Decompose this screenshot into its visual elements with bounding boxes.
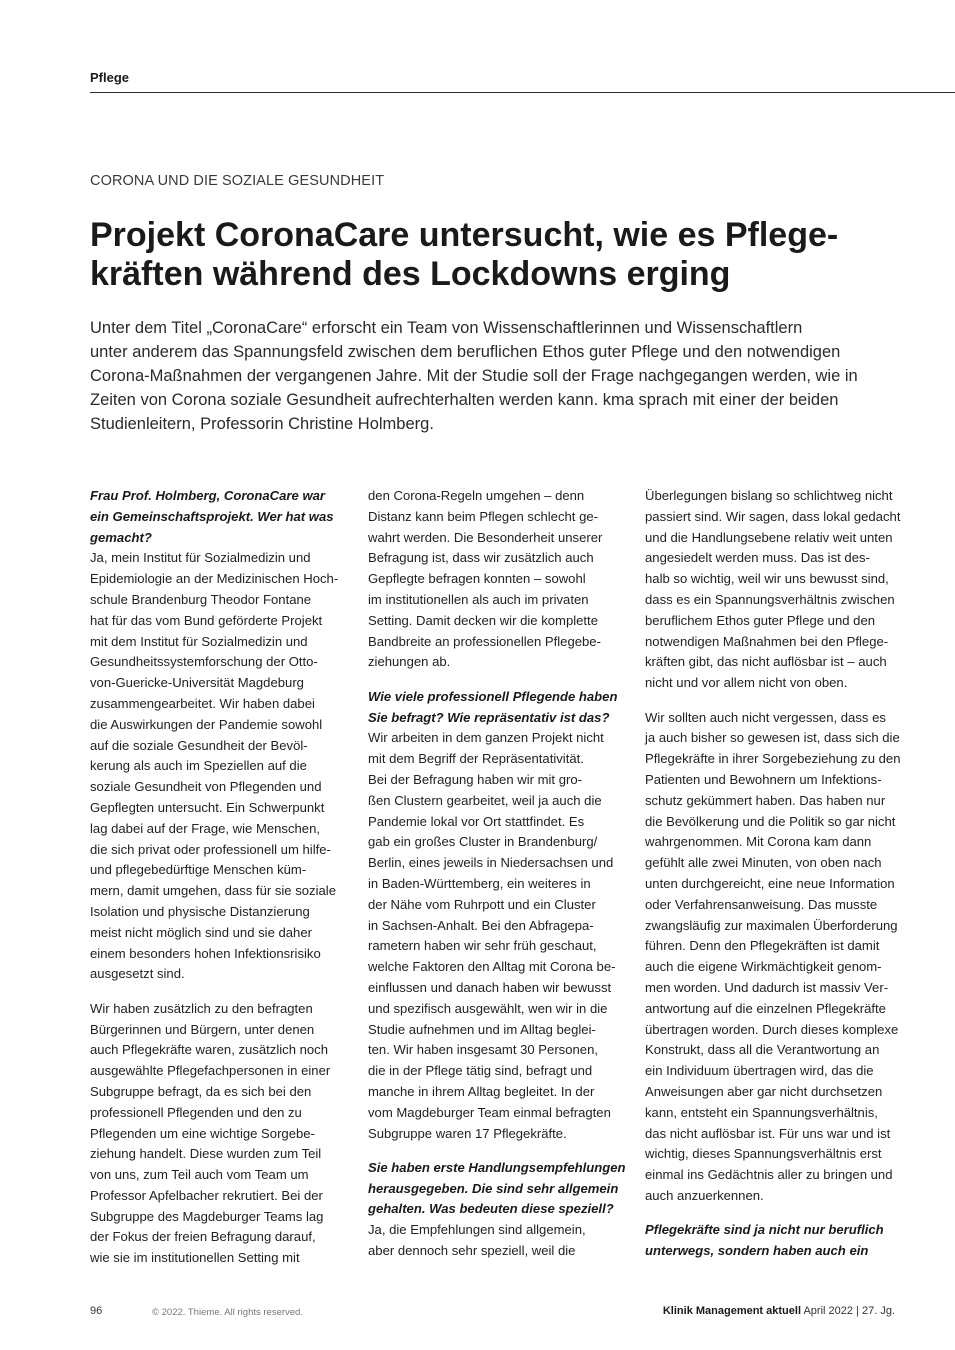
body-text-line: Überlegungen bislang so schlichtweg nicht [645, 488, 893, 503]
body-text-line: Wir haben zusätzlich zu den befragten [90, 1000, 313, 1016]
journal-issue: April 2022 | 27. Jg. [803, 1305, 895, 1317]
body-text-line: mit dem Institut für Sozialmedizin und [90, 633, 308, 649]
article-headline [90, 216, 880, 294]
body-text-line: meist nicht möglich sind und sie daher [90, 924, 312, 940]
body-text-line: Subgruppe waren 17 Pflegekräfte. [368, 1125, 567, 1141]
body-text-line: halb so wichtig, weil wir uns bewusst sind, [645, 571, 889, 587]
body-text-line: ziehungen ab. [368, 654, 451, 670]
section-label: Pflege [90, 70, 130, 85]
body-text-line: hat für das vom Bund geförderte Projekt [90, 612, 323, 628]
body-text-line: einem besonders hohen Infektionsrisiko [90, 945, 321, 961]
body-text-line: Bürgerinnen und Bürgern, unter denen [90, 1021, 315, 1037]
body-text-line: Pflegenden um eine wichtige Sorgebe- [90, 1125, 315, 1141]
body-text-line: wahrgenommen. Mit Corona kam dann [645, 834, 872, 850]
body-text-line: men worden. Und dadurch ist massiv Ver- [645, 979, 889, 995]
body-text-line: Distanz kann beim Pflegen schlecht ge- [368, 508, 598, 524]
body-text-line: wie sie im institutionellen Setting mit [90, 1250, 300, 1266]
interview-question-line: ein Gemeinschaftsprojekt. Wer hat was [90, 508, 334, 524]
text-column-2 [368, 486, 626, 1262]
body-text-line: passiert sind. Wir sagen, dass lokal gedacht [645, 508, 901, 524]
body-text-line: aber dennoch sehr speziell, weil die [368, 1243, 576, 1259]
body-text-line: übertragen worden. Durch dieses komplexe [645, 1021, 899, 1037]
body-text-line: beruflichem Ethos guter Pflege und den [645, 612, 876, 628]
article-lead [90, 316, 910, 436]
body-text-line: lag dabei auf der Frage, wie Menschen, [90, 820, 321, 836]
body-text-line: der Fokus der freien Befragung darauf, [90, 1229, 316, 1245]
body-text-line: notwendigen Maßnahmen bei den Pflege- [645, 633, 889, 649]
body-text-line: Bei der Befragung haben wir mit gro- [368, 771, 582, 787]
body-text-line: wahrt werden. Die Besonderheit unserer [368, 529, 603, 545]
body-text-line: Ja, die Empfehlungen sind allgemein, [368, 1222, 586, 1238]
paragraph-gap [368, 1144, 623, 1158]
body-text-line: antwortung auf die einzelnen Pflegekräfte [645, 1000, 886, 1016]
body-text-line: das nicht auflösbar ist. Für uns war und ist [645, 1125, 891, 1141]
body-text-line: den Corona-Regeln umgehen – denn [368, 488, 585, 503]
body-text-line: Setting. Damit decken wir die komplette [368, 612, 598, 628]
body-text-line: auch die eigene Wirkmächtigkeit genom- [645, 959, 882, 975]
body-text-line: wichtig, dieses Spannungsverhältnis erst [645, 1146, 882, 1162]
body-text-line: die Bevölkerung und die Politik so gar nicht [645, 813, 896, 829]
body-text-line: ausgewählte Pflegefachpersonen in einer [90, 1063, 331, 1079]
header-rule [90, 92, 955, 93]
body-text-line: schutz gekümmert haben. Das haben nur [645, 792, 886, 808]
body-text-line: welche Faktoren den Alltag mit Corona be- [368, 959, 616, 975]
body-text-line: Gepflegte befragen konnten – sowohl [368, 571, 586, 587]
body-text-line: unten durchgereicht, eine neue Information [645, 875, 895, 891]
body-text-line: professionell Pflegenden und den zu [90, 1104, 302, 1120]
body-text-line: dass es ein Spannungsverhältnis zwischen [645, 591, 895, 607]
body-text-line: einflussen und danach haben wir bewusst [368, 979, 612, 995]
lead-line: Unter dem Titel „CoronaCare“ erforscht ein Team von Wissenschaftlerinnen und Wissenschaftlern [90, 319, 803, 337]
body-text-line: kann, entsteht ein Spannungsverhältnis, [645, 1104, 878, 1120]
body-text-line: die Auswirkungen der Pandemie sowohl [90, 716, 323, 732]
body-text-line: Pandemie lokal vor Ort stattfindet. Es [368, 813, 585, 829]
journal-info [663, 1305, 895, 1317]
body-text-line: ausgesetzt sind. [90, 966, 185, 982]
body-text-line: Studie aufnehmen und im Alltag beglei- [368, 1021, 596, 1037]
copyright-notice: © 2022. Thieme. All rights reserved. [152, 1307, 303, 1318]
body-text-line: Bandbreite an professionellen Pflegebe- [368, 633, 601, 649]
body-text-line: Patienten und Bewohnern um Infektions- [645, 771, 882, 787]
page-number: 96 [90, 1305, 103, 1317]
headline-line: kräften während des Lockdowns erging [90, 255, 731, 293]
body-text-line: von uns, zum Teil auch vom Team um [90, 1167, 309, 1183]
body-text-line: in Baden-Württemberg, ein weiteres in [368, 875, 591, 891]
body-text-line: manche in ihrem Alltag begleitet. In der [368, 1083, 595, 1099]
body-text-line: ten. Wir haben insgesamt 30 Personen, [368, 1042, 598, 1058]
body-text-line: oder Verfahrensanweisung. Das musste [645, 896, 878, 912]
body-text-line: Wir sollten auch nicht vergessen, dass es [645, 709, 886, 725]
body-text-line: gefühlt alle zwei Minuten, von oben nach [645, 855, 882, 871]
paragraph-gap [645, 1207, 900, 1221]
body-text-line: zusammengearbeitet. Wir haben dabei [90, 695, 315, 711]
lead-line: Corona-Maßnahmen der vergangenen Jahre. Mit der Studie soll der Frage nachgegangen werden, wie in [90, 367, 858, 385]
body-text-line: und spezifisch ausgewählt, wen wir in die [368, 1000, 608, 1016]
body-text-line: zwangsläufig zur maximalen Überforderung [645, 917, 898, 933]
body-text-line: Epidemiologie an der Medizinischen Hoch- [90, 571, 339, 587]
body-text-line: soziale Gesundheit von Pflegenden und [90, 779, 322, 795]
interview-question-line: unterwegs, sondern haben auch ein [645, 1243, 869, 1259]
body-text-line: ßen Clustern gearbeitet, weil ja auch die [368, 792, 602, 808]
lead-line: unter anderem das Spannungsfeld zwischen dem beruflichen Ethos guter Pflege und den notwendigen [90, 343, 841, 361]
lead-line: Studienleitern, Professorin Christine Holmberg. [90, 415, 434, 433]
body-text-line: einmal ins Gedächtnis aller zu bringen und [645, 1167, 893, 1183]
body-text-line: Konstrukt, dass all die Verantwortung an [645, 1042, 880, 1058]
interview-question-line: Pflegekräfte sind ja nicht nur beruflich [645, 1222, 884, 1238]
body-text-line: gab ein großes Cluster in Brandenburg/ [368, 834, 598, 850]
body-text-line: mit dem Begriff der Repräsentativität. [368, 751, 584, 767]
body-text-line: Gepflegten untersucht. Ein Schwerpunkt [90, 799, 325, 815]
body-text-line: Anweisungen aber gar nicht durchsetzen [645, 1083, 883, 1099]
body-text-line: führen. Denn den Pflegekräften ist damit [645, 938, 880, 954]
article-kicker: CORONA UND DIE SOZIALE GESUNDHEIT [90, 173, 385, 189]
body-text-line: in Sachsen-Anhalt. Bei den Abfragepa- [368, 917, 594, 933]
text-column-1 [90, 486, 345, 1269]
body-text-line: nicht und vor allem nicht von oben. [645, 675, 848, 691]
body-text-line: ein Individuum übertragen wird, das die [645, 1063, 874, 1079]
interview-question-line: Frau Prof. Holmberg, CoronaCare war [90, 488, 326, 503]
body-text-line: und die Handlungsebene relativ weit unten [645, 529, 893, 545]
interview-question-line: gemacht? [90, 529, 152, 545]
body-text-line: auch Pflegekräfte waren, zusätzlich noch [90, 1042, 329, 1058]
body-text-line: vom Magdeburger Team einmal befragten [368, 1104, 611, 1120]
body-text-line: mern, damit umgehen, dass für sie soziale [90, 883, 336, 899]
interview-question-line: Wie viele professionell Pflegende haben [368, 688, 618, 704]
body-text-line: kerung als auch im Speziellen auf die [90, 758, 307, 774]
paragraph-gap [368, 673, 623, 687]
body-text-line: und pflegebedürftige Menschen küm- [90, 862, 307, 878]
interview-question-line: Sie haben erste Handlungsempfehlungen [368, 1159, 626, 1175]
body-text-line: Subgruppe befragt, da es sich bei den [90, 1083, 312, 1099]
interview-question-line: Sie befragt? Wie repräsentativ ist das? [368, 709, 610, 725]
body-text-line: Wir arbeiten in dem ganzen Projekt nicht [368, 730, 604, 746]
body-text-line: Ja, mein Institut für Sozialmedizin und [90, 550, 311, 566]
body-text-line: kräften gibt, das nicht auflösbar ist – auch [645, 654, 887, 670]
interview-question-line: gehalten. Was bedeuten diese speziell? [368, 1201, 614, 1217]
body-text-line: schule Brandenburg Theodor Fontane [90, 591, 312, 607]
body-text-line: ja auch bisher so gewesen ist, dass sich die [645, 730, 900, 746]
paragraph-gap [645, 694, 900, 708]
text-column-3 [645, 486, 900, 1262]
body-text-line: angesiedelt werden muss. Das ist des- [645, 550, 870, 566]
body-text-line: Subgruppe des Magdeburger Teams lag [90, 1208, 324, 1224]
body-text-line: rametern haben wir sehr früh geschaut, [368, 938, 597, 954]
body-text-line: Pflegekräfte in ihrer Sorgebeziehung zu den [645, 751, 901, 767]
body-text-line: Befragung ist, dass wir zusätzlich auch [368, 550, 594, 566]
lead-line: Zeiten von Corona soziale Gesundheit aufrechterhalten werden kann. kma sprach mit einer der beiden [90, 391, 839, 409]
body-text-line: die sich privat oder professionell um hilfe- [90, 841, 331, 857]
body-text-line: Isolation und physische Distanzierung [90, 903, 310, 919]
journal-title: Klinik Management aktuell [662, 1305, 802, 1317]
body-text-line: ziehung handelt. Diese wurden zum Teil [90, 1146, 322, 1162]
body-text-line: im institutionellen als auch im privaten [368, 591, 589, 607]
body-text-line: auch anzuerkennen. [645, 1187, 764, 1203]
paragraph-gap [90, 985, 345, 999]
headline-line: Projekt CoronaCare untersucht, wie es Pflege- [90, 216, 839, 254]
body-text-line: Professor Apfelbacher rekrutiert. Bei der [90, 1187, 323, 1203]
interview-question-line: herausgegeben. Die sind sehr allgemein [368, 1180, 619, 1196]
body-text-line: Berlin, eines jeweils in Niedersachsen und [368, 855, 614, 871]
body-text-line: von-Guericke-Universität Magdeburg [90, 675, 304, 691]
body-text-line: die in der Pflege tätig sind, befragt und [368, 1063, 593, 1079]
body-text-line: auf die soziale Gesundheit der Bevöl- [90, 737, 308, 753]
body-text-line: Gesundheitssystemforschung der Otto- [90, 654, 318, 670]
body-text-line: der Nähe vom Ruhrpott und ein Cluster [368, 896, 596, 912]
